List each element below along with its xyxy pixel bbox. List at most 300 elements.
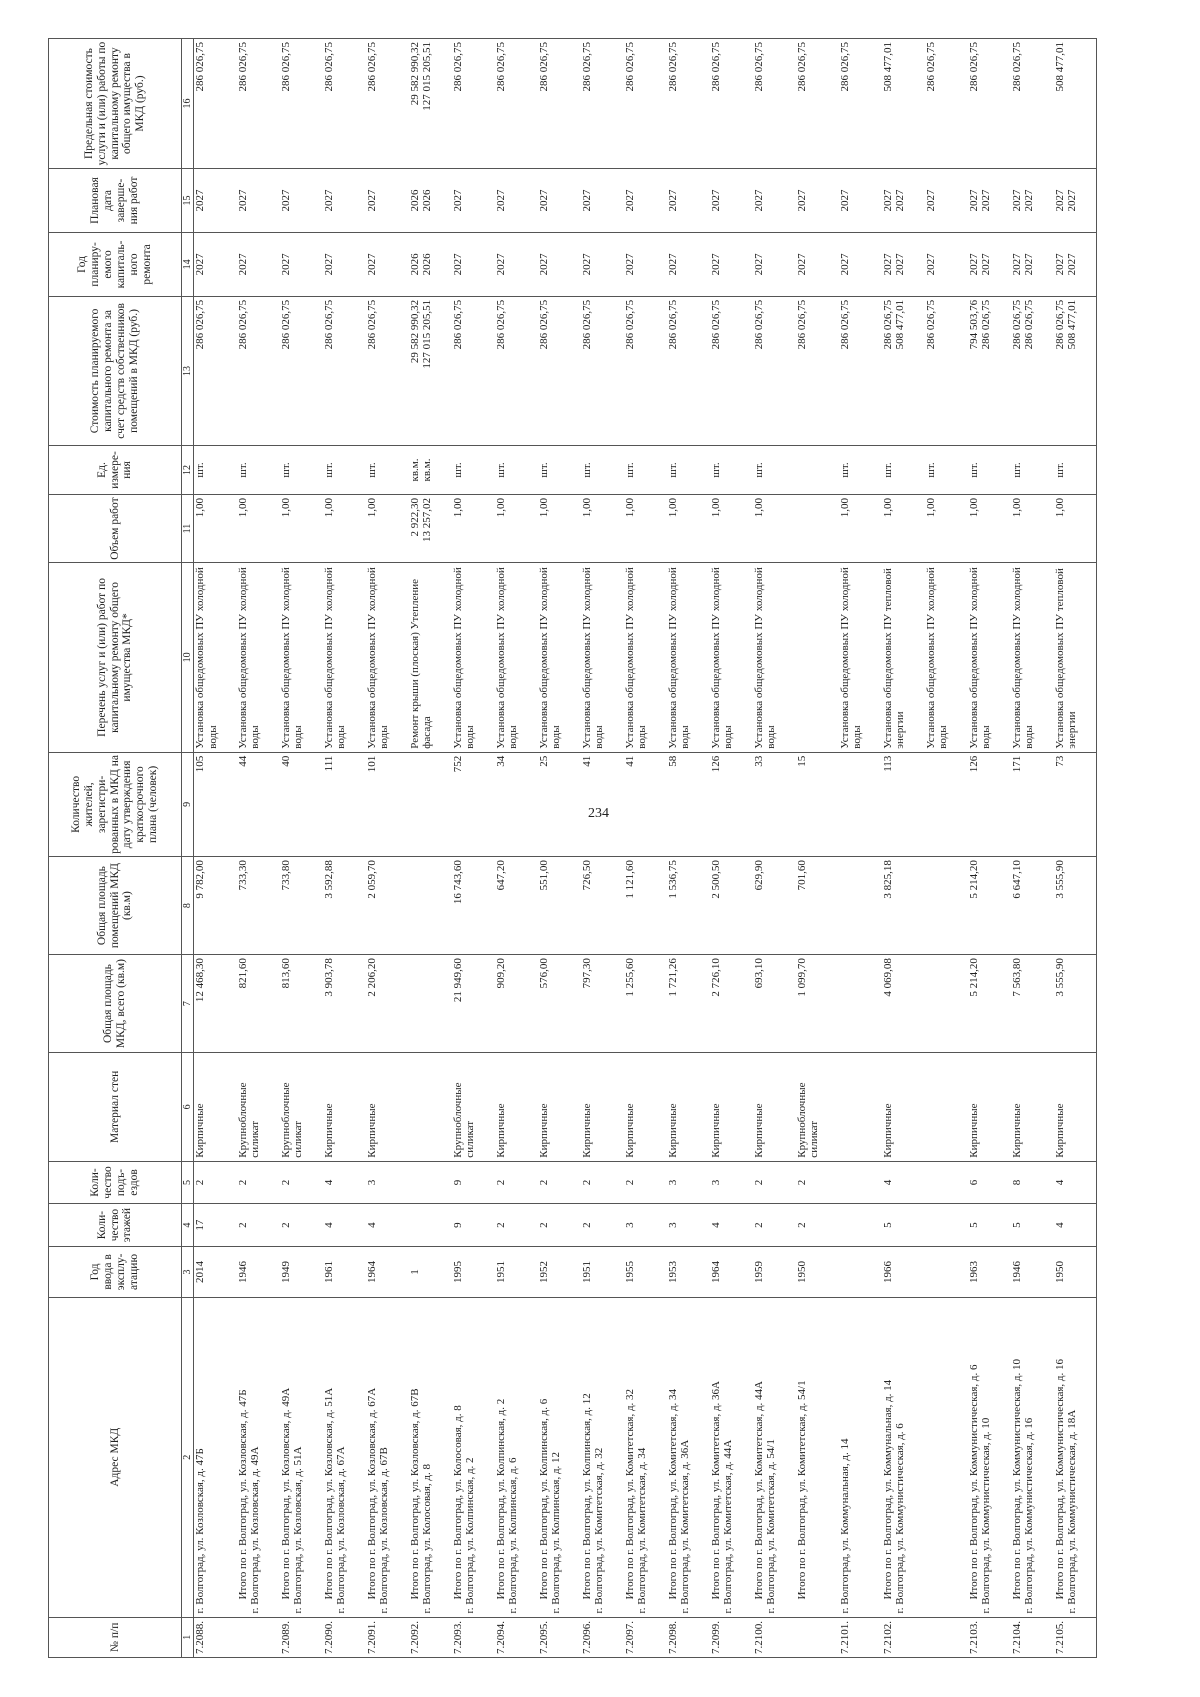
row-number: 7.2102. — [882, 1617, 925, 1657]
column-header: Общая площадь МКД, всего (кв.м) — [49, 955, 182, 1053]
residents-cell: 126 — [968, 752, 1011, 856]
limit-cost-cell: 508 477,01 — [882, 39, 925, 169]
entrances-cell: 2 — [237, 1161, 280, 1204]
works-cell: Установка общедомовых ПУ холодной воды — [194, 563, 237, 753]
limit-cost-cell: 508 477,01 — [1054, 39, 1097, 169]
row-number: 7.2091. — [366, 1617, 409, 1657]
floors-cell: 2 — [280, 1204, 323, 1247]
address-cell — [925, 1298, 968, 1618]
entrances-cell: 4 — [1054, 1161, 1097, 1204]
limit-cost-cell: 286 026,75 — [452, 39, 495, 169]
column-header: Адрес МКД — [49, 1298, 182, 1618]
wall-material-cell: Кирпичные — [667, 1053, 710, 1162]
premises-area-cell — [409, 857, 452, 955]
row-number: 7.2100. — [753, 1617, 796, 1657]
premises-area-cell: 16 743,60 — [452, 857, 495, 955]
address-text: г. Волгоград, ул. Козловская, д. 67А — [335, 1446, 347, 1614]
volume-cell: 1,00 — [925, 494, 968, 562]
total-area-cell: 1 721,26 — [667, 955, 710, 1053]
wall-material-cell: Крупноблочные силикат — [280, 1053, 323, 1162]
total-area-cell: 12 468,30 — [194, 955, 237, 1053]
repair-year-cell: 2027 — [581, 232, 624, 296]
subtotal-label: Итого по г. Волгоград, ул. Комитетская, д. 36А — [709, 1381, 722, 1600]
entrances-cell: 2 — [624, 1161, 667, 1204]
unit-cell: шт. — [1054, 445, 1097, 494]
address-cell — [452, 1298, 495, 1618]
table-row — [194, 39, 237, 1658]
year-cell — [925, 1246, 968, 1297]
wall-material-cell: Крупноблочные силикат — [237, 1053, 280, 1162]
completion-date-cell: 2027 — [237, 169, 280, 233]
repair-year-cell: 2027 — [710, 232, 753, 296]
total-area-cell: 7 563,80 — [1011, 955, 1054, 1053]
year-cell: 1964 — [366, 1246, 409, 1297]
completion-date-cell: 2027 — [366, 169, 409, 233]
volume-cell: 1,00 — [280, 494, 323, 562]
column-header: Количество жителей, зарегистри-рованных в МКД на дату утверждения краткосрочного плана (человек) — [49, 752, 182, 856]
entrances-cell: 4 — [882, 1161, 925, 1204]
repair-year-cell: 2026 2026 — [409, 232, 452, 296]
floors-cell: 4 — [323, 1204, 366, 1247]
wall-material-cell: Кирпичные — [753, 1053, 796, 1162]
entrances-cell — [925, 1161, 968, 1204]
floors-cell: 9 — [452, 1204, 495, 1247]
year-cell: 1951 — [581, 1246, 624, 1297]
premises-area-cell: 3 592,88 — [323, 857, 366, 955]
wall-material-cell: Кирпичные — [323, 1053, 366, 1162]
address-text: г. Волгоград, ул. Коммунистическая, д. 10 — [980, 1417, 992, 1614]
works-cell: Установка общедомовых ПУ холодной воды — [667, 563, 710, 753]
limit-cost-cell: 29 582 990,32 127 015 205,51 — [409, 39, 452, 169]
address-cell — [710, 1298, 753, 1618]
year-cell: 1951 — [495, 1246, 538, 1297]
table-row — [237, 39, 280, 1658]
unit-cell: шт. — [581, 445, 624, 494]
premises-area-cell — [839, 857, 882, 955]
cost-cell: 286 026,75 — [538, 296, 581, 445]
floors-cell — [409, 1204, 452, 1247]
cost-cell: 286 026,75 — [710, 296, 753, 445]
address-cell — [194, 1298, 237, 1618]
limit-cost-cell: 286 026,75 — [1011, 39, 1054, 169]
subtotal-label: Итого по г. Волгоград, ул. Коммунистическая, д. 10 — [1010, 1358, 1023, 1600]
cost-cell: 286 026,75 — [624, 296, 667, 445]
table-row — [667, 39, 710, 1658]
total-area-cell: 5 214,20 — [968, 955, 1011, 1053]
completion-date-cell: 2027 — [538, 169, 581, 233]
premises-area-cell — [925, 857, 968, 955]
volume-cell: 1,00 — [581, 494, 624, 562]
total-area-cell: 1 255,60 — [624, 955, 667, 1053]
address-text: г. Волгоград, ул. Колпинская, д. 6 — [507, 1457, 519, 1614]
column-header: № п/п — [49, 1617, 182, 1657]
works-cell: Установка общедомовых ПУ холодной воды — [366, 563, 409, 753]
table-row — [882, 39, 925, 1658]
address-text: г. Волгоград, ул. Комитетская, д. 54/1 — [765, 1439, 777, 1614]
limit-cost-cell: 286 026,75 — [710, 39, 753, 169]
wall-material-cell: Крупноблочные силикат — [796, 1053, 839, 1162]
repair-year-cell: 2027 2027 — [1011, 232, 1054, 296]
entrances-cell: 3 — [667, 1161, 710, 1204]
table-row — [925, 39, 968, 1658]
table-row — [1011, 39, 1054, 1658]
unit-cell: шт. — [366, 445, 409, 494]
residents-cell: 41 — [581, 752, 624, 856]
entrances-cell: 2 — [538, 1161, 581, 1204]
wall-material-cell: Кирпичные — [581, 1053, 624, 1162]
volume-cell: 1,00 — [237, 494, 280, 562]
works-cell: Установка общедомовых ПУ холодной воды — [839, 563, 882, 753]
subtotal-label: Итого по г. Волгоград, ул. Козловская, д. 67В — [408, 1388, 421, 1600]
unit-cell: шт. — [968, 445, 1011, 494]
address-text: г. Волгоград, ул. Колпинская, д. 2 — [464, 1457, 476, 1614]
completion-date-cell: 2027 — [925, 169, 968, 233]
completion-date-cell: 2027 — [581, 169, 624, 233]
row-number: 7.2094. — [495, 1617, 538, 1657]
entrances-cell — [409, 1161, 452, 1204]
volume-cell: 1,00 — [624, 494, 667, 562]
address-cell — [667, 1298, 710, 1618]
residents-cell: 113 — [882, 752, 925, 856]
total-area-cell: 21 949,60 — [452, 955, 495, 1053]
cost-cell: 286 026,75 286 026,75 — [1011, 296, 1054, 445]
column-number: 16 — [182, 39, 194, 169]
column-number: 5 — [182, 1161, 194, 1204]
row-number: 7.2101. — [839, 1617, 882, 1657]
total-area-cell: 797,30 — [581, 955, 624, 1053]
entrances-cell: 2 — [194, 1161, 237, 1204]
row-number — [237, 1617, 280, 1657]
address-cell — [280, 1298, 323, 1618]
premises-area-cell: 726,50 — [581, 857, 624, 955]
volume-cell: 1,00 — [710, 494, 753, 562]
column-number: 8 — [182, 857, 194, 955]
address-cell — [495, 1298, 538, 1618]
volume-cell: 1,00 — [753, 494, 796, 562]
repair-year-cell: 2027 — [366, 232, 409, 296]
floors-cell: 4 — [366, 1204, 409, 1247]
residents-cell: 101 — [366, 752, 409, 856]
limit-cost-cell: 286 026,75 — [667, 39, 710, 169]
column-header: Год планиру-емого капиталь-ного ремонта — [49, 232, 182, 296]
column-number: 10 — [182, 563, 194, 753]
floors-cell: 2 — [538, 1204, 581, 1247]
volume-cell: 1,00 — [1011, 494, 1054, 562]
year-cell: 2014 — [194, 1246, 237, 1297]
residents-cell: 58 — [667, 752, 710, 856]
cost-cell: 286 026,75 — [194, 296, 237, 445]
row-number: 7.2099. — [710, 1617, 753, 1657]
residents-cell: 44 — [237, 752, 280, 856]
table-row — [452, 39, 495, 1658]
row-number: 7.2105. — [1054, 1617, 1097, 1657]
floors-cell: 4 — [1054, 1204, 1097, 1247]
volume-cell: 1,00 — [452, 494, 495, 562]
cost-cell: 286 026,75 508 477,01 — [1054, 296, 1097, 445]
cost-cell: 286 026,75 — [796, 296, 839, 445]
repair-year-cell: 2027 2027 — [1054, 232, 1097, 296]
limit-cost-cell: 286 026,75 — [968, 39, 1011, 169]
volume-cell: 1,00 — [882, 494, 925, 562]
column-number: 1 — [182, 1617, 194, 1657]
year-cell: 1953 — [667, 1246, 710, 1297]
address-cell — [581, 1298, 624, 1618]
row-number: 7.2089. — [280, 1617, 323, 1657]
year-cell: 1950 — [1054, 1246, 1097, 1297]
repair-year-cell: 2027 — [925, 232, 968, 296]
premises-area-cell: 629,90 — [753, 857, 796, 955]
works-cell: Ремонт крыши (плоская) Утепление фасада — [409, 563, 452, 753]
cost-cell: 286 026,75 — [280, 296, 323, 445]
row-number: 7.2104. — [1011, 1617, 1054, 1657]
address-text: г. Волгоград, ул. Коммунальная, д. 14 — [838, 1438, 851, 1614]
unit-cell: шт. — [1011, 445, 1054, 494]
wall-material-cell: Крупноблочные силикат — [452, 1053, 495, 1162]
entrances-cell: 2 — [280, 1161, 323, 1204]
entrances-cell: 3 — [366, 1161, 409, 1204]
unit-cell: шт. — [925, 445, 968, 494]
total-area-cell: 2 206,20 — [366, 955, 409, 1053]
premises-area-cell: 9 782,00 — [194, 857, 237, 955]
residents-cell: 73 — [1054, 752, 1097, 856]
wall-material-cell — [925, 1053, 968, 1162]
address-cell — [237, 1298, 280, 1618]
address-text: г. Волгоград, ул. Коммунистическая, д. 16 — [1023, 1417, 1035, 1614]
limit-cost-cell: 286 026,75 — [925, 39, 968, 169]
limit-cost-cell: 286 026,75 — [753, 39, 796, 169]
total-area-cell: 3 555,90 — [1054, 955, 1097, 1053]
residents-cell: 40 — [280, 752, 323, 856]
subtotal-label: Итого по г. Волгоград, ул. Комитетская, д. 32 — [623, 1388, 636, 1600]
repair-year-cell: 2027 — [323, 232, 366, 296]
floors-cell: 2 — [495, 1204, 538, 1247]
premises-area-cell: 733,80 — [280, 857, 323, 955]
entrances-cell: 2 — [796, 1161, 839, 1204]
residents-cell — [409, 752, 452, 856]
repair-year-cell: 2027 — [280, 232, 323, 296]
unit-cell — [796, 445, 839, 494]
table-row — [538, 39, 581, 1658]
total-area-cell: 4 069,08 — [882, 955, 925, 1053]
column-header: Общая площадь помещений МКД (кв.м) — [49, 857, 182, 955]
floors-cell: 4 — [710, 1204, 753, 1247]
volume-cell: 1,00 — [366, 494, 409, 562]
row-number: 7.2093. — [452, 1617, 495, 1657]
works-cell: Установка общедомовых ПУ тепловой энергии — [882, 563, 925, 753]
completion-date-cell: 2027 2027 — [1011, 169, 1054, 233]
total-area-cell — [839, 955, 882, 1053]
completion-date-cell: 2027 — [710, 169, 753, 233]
total-area-cell: 821,60 — [237, 955, 280, 1053]
subtotal-label: Итого по г. Волгоград, ул. Козловская, д. 67А — [365, 1387, 378, 1600]
table-row — [409, 39, 452, 1658]
cost-cell: 286 026,75 — [581, 296, 624, 445]
volume-cell — [796, 494, 839, 562]
volume-cell: 1,00 — [495, 494, 538, 562]
entrances-cell: 9 — [452, 1161, 495, 1204]
premises-area-cell: 1 536,75 — [667, 857, 710, 955]
subtotal-label: Итого по г. Волгоград, ул. Колпинская, д. 2 — [494, 1398, 507, 1600]
total-area-cell: 909,20 — [495, 955, 538, 1053]
floors-cell: 17 — [194, 1204, 237, 1247]
row-number: 7.2090. — [323, 1617, 366, 1657]
repair-year-cell: 2027 — [194, 232, 237, 296]
unit-cell: шт. — [667, 445, 710, 494]
floors-cell: 5 — [1011, 1204, 1054, 1247]
wall-material-cell: Кирпичные — [538, 1053, 581, 1162]
address-cell — [323, 1298, 366, 1618]
cost-cell: 286 026,75 508 477,01 — [882, 296, 925, 445]
column-number: 2 — [182, 1298, 194, 1618]
column-number: 4 — [182, 1204, 194, 1247]
floors-cell: 3 — [667, 1204, 710, 1247]
total-area-cell — [925, 955, 968, 1053]
completion-date-cell: 2027 2027 — [882, 169, 925, 233]
subtotal-label: Итого по г. Волгоград, ул. Комитетская, д. 34 — [666, 1388, 679, 1600]
completion-date-cell: 2027 — [280, 169, 323, 233]
address-cell — [409, 1298, 452, 1618]
subtotal-label: Итого по г. Волгоград, ул. Комитетская, д. 54/1 — [795, 1380, 808, 1600]
repair-year-cell: 2027 — [667, 232, 710, 296]
volume-cell: 1,00 — [667, 494, 710, 562]
year-cell: 1946 — [237, 1246, 280, 1297]
works-cell: Установка общедомовых ПУ холодной воды — [624, 563, 667, 753]
address-text: г. Волгоград, ул. Коммунистическая, д. 6 — [894, 1423, 906, 1614]
wall-material-cell — [409, 1053, 452, 1162]
premises-area-cell: 2 500,50 — [710, 857, 753, 955]
residents-cell: 25 — [538, 752, 581, 856]
limit-cost-cell: 286 026,75 — [280, 39, 323, 169]
premises-area-cell: 647,20 — [495, 857, 538, 955]
repair-year-cell: 2027 2027 — [882, 232, 925, 296]
row-number — [796, 1617, 839, 1657]
table-row — [710, 39, 753, 1658]
year-cell: 1946 — [1011, 1246, 1054, 1297]
limit-cost-cell: 286 026,75 — [237, 39, 280, 169]
row-number: 7.2096. — [581, 1617, 624, 1657]
column-header: Объем работ — [49, 494, 182, 562]
table-row — [624, 39, 667, 1658]
address-cell — [796, 1298, 839, 1618]
unit-cell: шт. — [753, 445, 796, 494]
column-number: 9 — [182, 752, 194, 856]
repair-year-cell: 2027 2027 — [968, 232, 1011, 296]
works-cell: Установка общедомовых ПУ холодной воды — [925, 563, 968, 753]
row-number: 7.2098. — [667, 1617, 710, 1657]
table-row — [839, 39, 882, 1658]
total-area-cell: 576,00 — [538, 955, 581, 1053]
total-area-cell: 1 099,70 — [796, 955, 839, 1053]
total-area-cell: 813,60 — [280, 955, 323, 1053]
total-area-cell: 2 726,10 — [710, 955, 753, 1053]
entrances-cell: 2 — [495, 1161, 538, 1204]
works-cell: Установка общедомовых ПУ холодной воды — [581, 563, 624, 753]
year-cell: 1949 — [280, 1246, 323, 1297]
entrances-cell — [839, 1161, 882, 1204]
premises-area-cell: 733,30 — [237, 857, 280, 955]
cost-cell: 29 582 990,32 127 015 205,51 — [409, 296, 452, 445]
column-number: 6 — [182, 1053, 194, 1162]
repair-year-cell: 2027 — [495, 232, 538, 296]
cost-cell: 286 026,75 — [753, 296, 796, 445]
works-cell — [796, 563, 839, 753]
residents-cell: 111 — [323, 752, 366, 856]
year-cell: 1952 — [538, 1246, 581, 1297]
works-cell: Установка общедомовых ПУ холодной воды — [452, 563, 495, 753]
cost-cell: 286 026,75 — [925, 296, 968, 445]
total-area-cell: 693,10 — [753, 955, 796, 1053]
repair-year-cell: 2027 — [796, 232, 839, 296]
page-number: 234 — [588, 806, 609, 821]
volume-cell: 2 922,30 13 257,02 — [409, 494, 452, 562]
completion-date-cell: 2026 2026 — [409, 169, 452, 233]
cost-cell: 286 026,75 — [495, 296, 538, 445]
unit-cell: шт. — [323, 445, 366, 494]
completion-date-cell: 2027 — [452, 169, 495, 233]
year-cell: 1995 — [452, 1246, 495, 1297]
address-text: г. Волгоград, ул. Козловская, д. 67В — [378, 1447, 390, 1614]
repair-year-cell: 2027 — [237, 232, 280, 296]
address-text: г. Волгоград, ул. Комитетская, д. 44А — [722, 1439, 734, 1614]
completion-date-cell: 2027 — [796, 169, 839, 233]
wall-material-cell: Кирпичные — [968, 1053, 1011, 1162]
works-cell: Установка общедомовых ПУ холодной воды — [237, 563, 280, 753]
total-area-cell — [409, 955, 452, 1053]
year-cell: 1961 — [323, 1246, 366, 1297]
completion-date-cell: 2027 2027 — [1054, 169, 1097, 233]
limit-cost-cell: 286 026,75 — [624, 39, 667, 169]
column-number: 13 — [182, 296, 194, 445]
column-header: Перечень услуг и (или) работ по капитальному ремонту общего имущества МКД* — [49, 563, 182, 753]
floors-cell: 2 — [237, 1204, 280, 1247]
address-cell — [753, 1298, 796, 1618]
table-body — [194, 39, 1097, 1658]
cost-cell: 286 026,75 — [839, 296, 882, 445]
row-number: 7.2097. — [624, 1617, 667, 1657]
address-text: г. Волгоград, ул. Козловская, д. 47Б — [194, 1448, 207, 1614]
completion-date-cell: 2027 2027 — [968, 169, 1011, 233]
residents-cell: 15 — [796, 752, 839, 856]
address-cell — [839, 1298, 882, 1618]
cost-cell: 286 026,75 — [237, 296, 280, 445]
table-row — [280, 39, 323, 1658]
unit-cell: шт. — [624, 445, 667, 494]
column-header: Коли-чество этажей — [49, 1204, 182, 1247]
subtotal-label: Итого по г. Волгоград, ул. Коммунистическая, д. 6 — [967, 1364, 980, 1600]
residents-cell: 33 — [753, 752, 796, 856]
volume-cell: 1,00 — [538, 494, 581, 562]
subtotal-label: Итого по г. Волгоград, ул. Коммунальная, д. 14 — [881, 1379, 894, 1600]
floors-cell: 5 — [882, 1204, 925, 1247]
column-number: 15 — [182, 169, 194, 233]
wall-material-cell: Кирпичные — [624, 1053, 667, 1162]
works-cell: Установка общедомовых ПУ холодной воды — [495, 563, 538, 753]
table-row — [753, 39, 796, 1658]
completion-date-cell: 2027 — [667, 169, 710, 233]
premises-area-cell: 551,00 — [538, 857, 581, 955]
column-header: Плановая дата заверше-ния работ — [49, 169, 182, 233]
wall-material-cell: Кирпичные — [1011, 1053, 1054, 1162]
limit-cost-cell: 286 026,75 — [796, 39, 839, 169]
entrances-cell: 3 — [710, 1161, 753, 1204]
works-cell: Установка общедомовых ПУ тепловой энергии — [1054, 563, 1097, 753]
completion-date-cell: 2027 — [753, 169, 796, 233]
address-text: г. Волгоград, ул. Козловская, д. 49А — [249, 1446, 261, 1614]
works-cell: Установка общедомовых ПУ холодной воды — [280, 563, 323, 753]
premises-area-cell: 701,60 — [796, 857, 839, 955]
year-cell: 1 — [409, 1246, 452, 1297]
volume-cell: 1,00 — [1054, 494, 1097, 562]
